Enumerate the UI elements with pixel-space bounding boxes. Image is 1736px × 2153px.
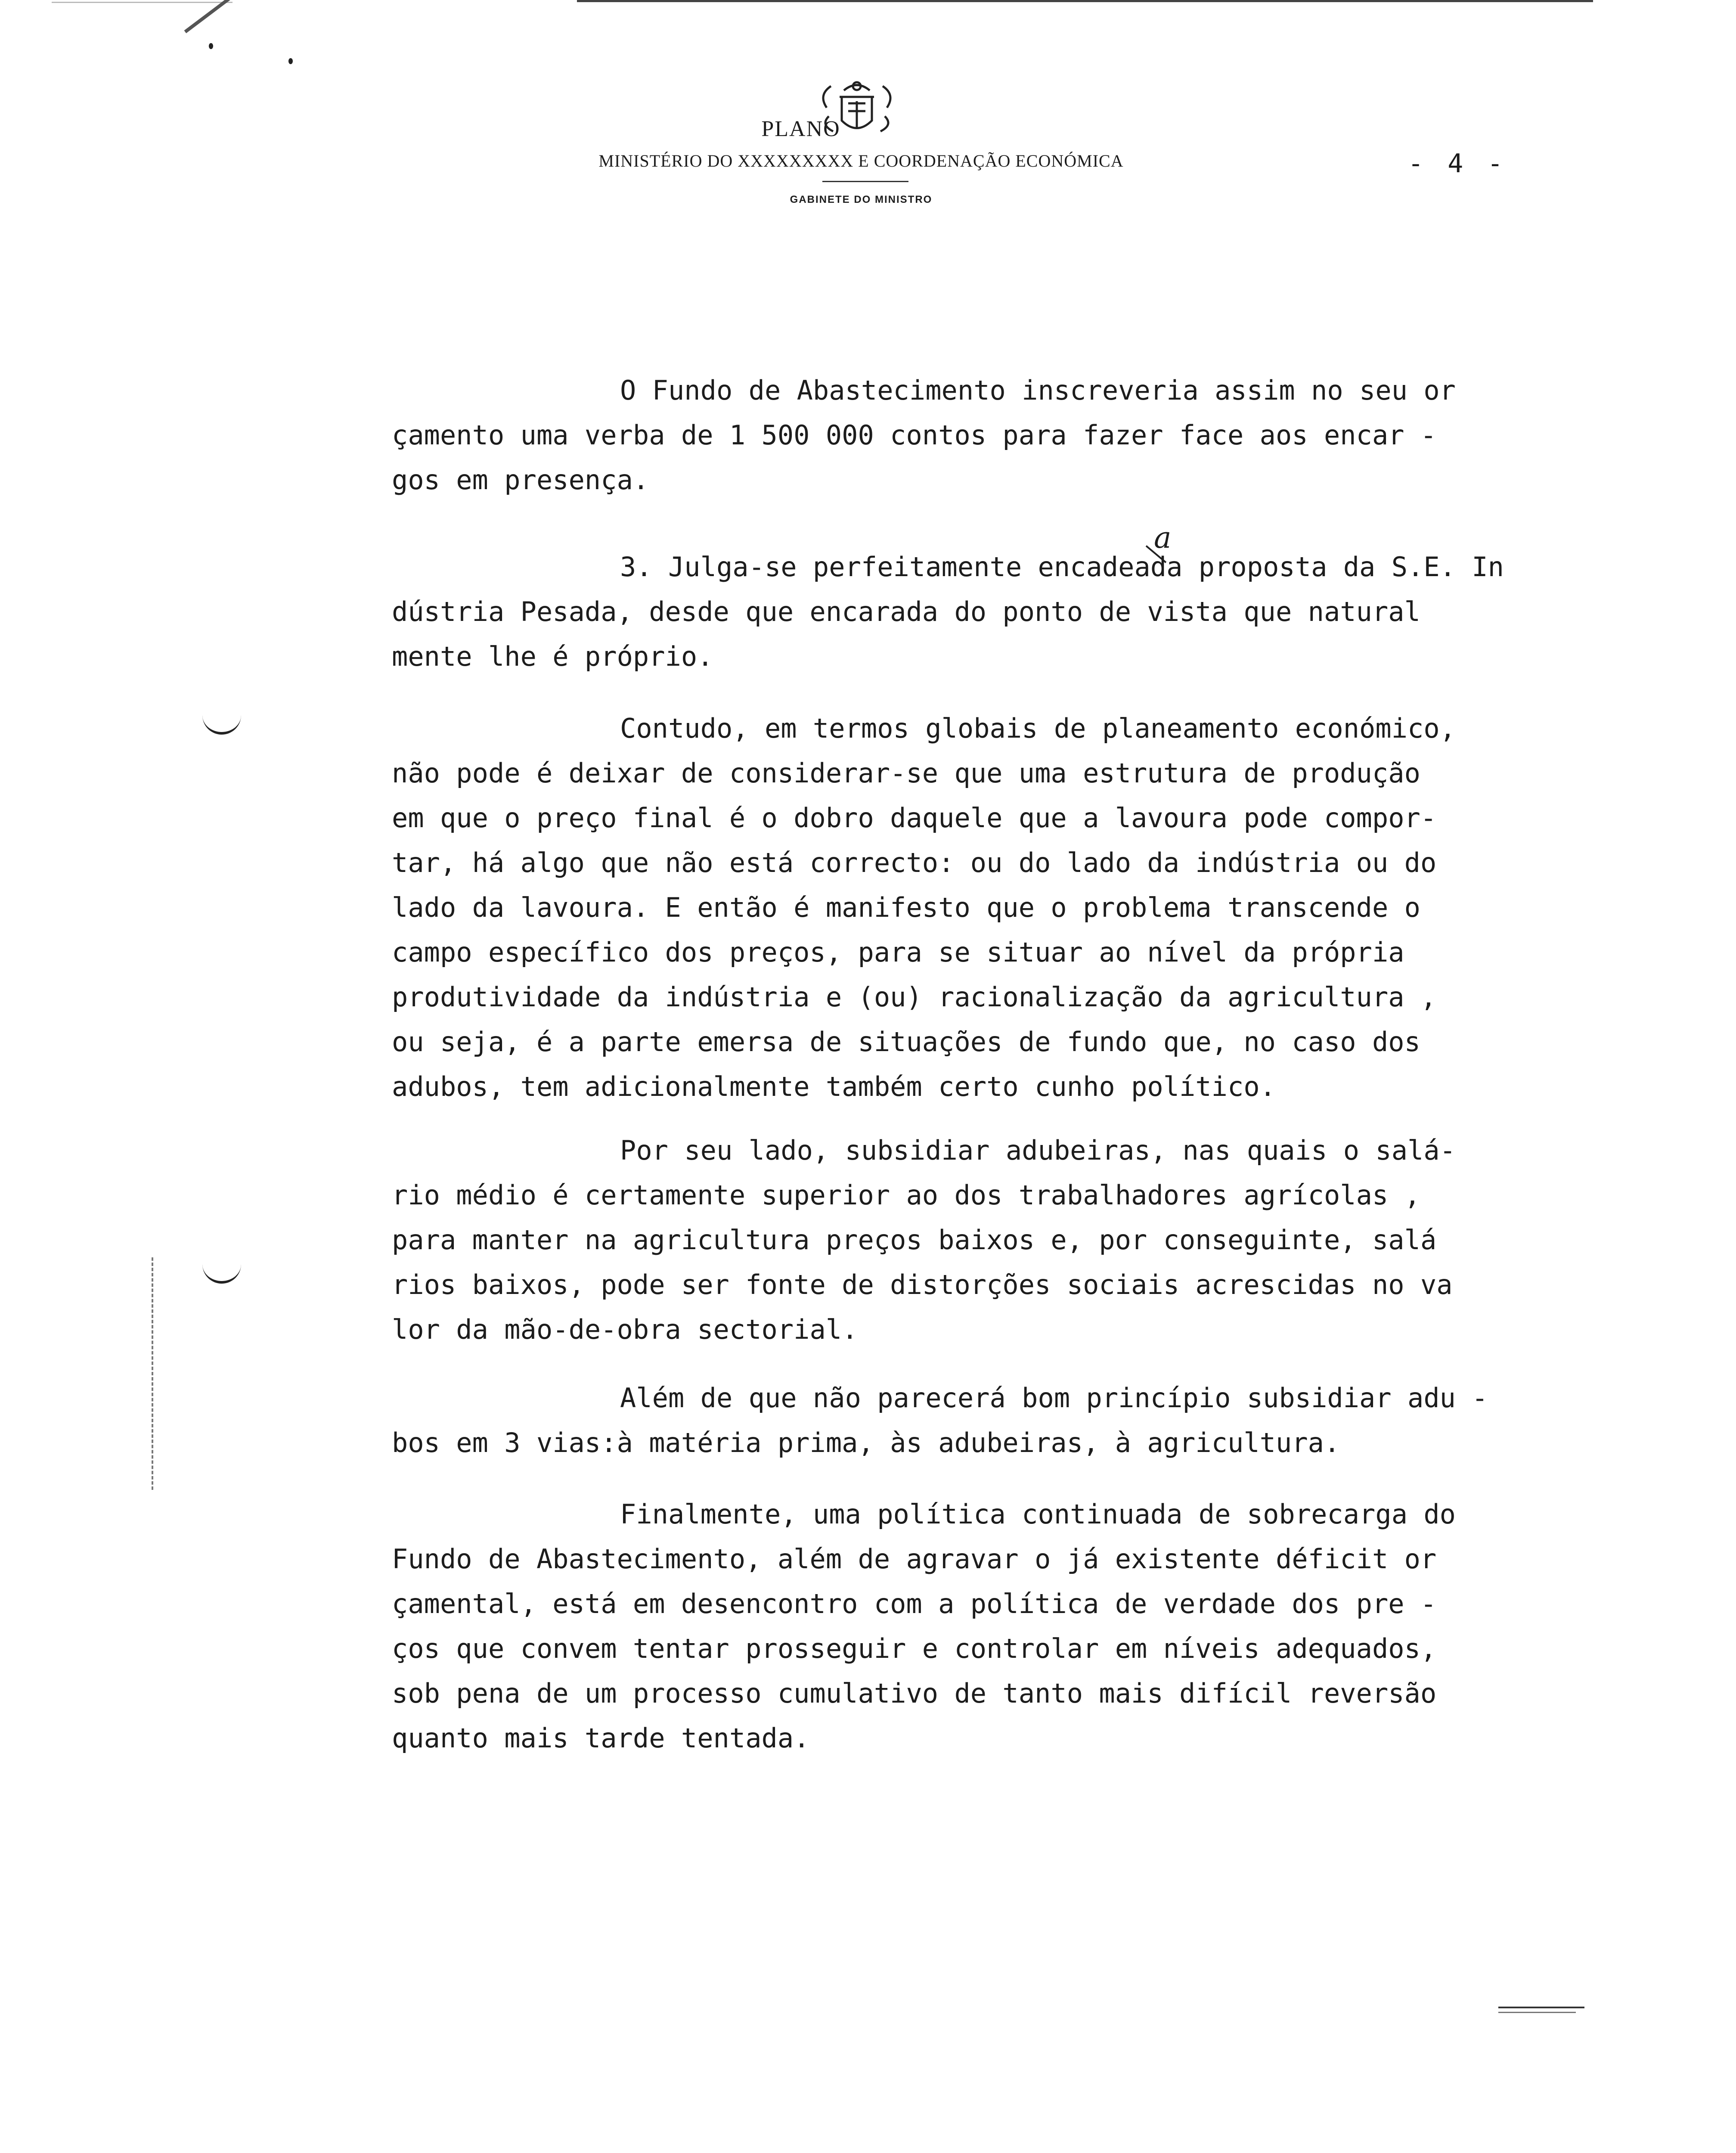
scan-artifact-line bbox=[1498, 2012, 1576, 2013]
scan-artifact-line bbox=[1498, 2007, 1584, 2008]
text-line: lor da mão-de-obra sectorial. bbox=[392, 1314, 858, 1345]
text-line: rio médio é certamente superior ao dos trabalhadores agrícolas , bbox=[392, 1179, 1420, 1211]
text-line: lado da lavoura. E então é manifesto que o problema transcende o bbox=[392, 892, 1420, 923]
text-line: produtividade da indústria e (ou) racionalização da agricultura , bbox=[392, 981, 1437, 1013]
text-line: Fundo de Abastecimento, além de agravar o já existente déficit or bbox=[392, 1543, 1437, 1575]
ink-dot bbox=[209, 43, 213, 49]
text-line: ços que convem tentar prosseguir e controlar em níveis adequados, bbox=[392, 1633, 1437, 1664]
text-line: çamental, está em desencontro com a política de verdade dos pre - bbox=[392, 1588, 1437, 1619]
text-line: quanto mais tarde tentada. bbox=[392, 1722, 810, 1754]
text-line: mente lhe é próprio. bbox=[392, 641, 713, 672]
letterhead-divider bbox=[822, 181, 908, 182]
text-line: em que o preço final é o dobro daquele que a lavoura pode compor- bbox=[392, 802, 1437, 834]
pen-stroke-mark bbox=[184, 0, 276, 33]
ink-dot bbox=[288, 58, 293, 64]
text-line: 3. Julga-se perfeitamente encadeada proposta da S.E. In bbox=[620, 551, 1504, 583]
letterhead-ministry: MINISTÉRIO DO XXXXXXXXX E COORDENAÇÃO ECONÓMICA bbox=[598, 151, 1124, 171]
paragraph-2 bbox=[392, 545, 1533, 679]
page-number: - 4 - bbox=[1408, 149, 1507, 179]
text-line: Além de que não parecerá bom princípio subsidiar adu - bbox=[620, 1382, 1488, 1414]
text-line: bos em 3 vias:à matéria prima, às adubeiras, à agricultura. bbox=[392, 1427, 1340, 1458]
text-line: rios baixos, pode ser fonte de distorções sociais acrescidas no va bbox=[392, 1269, 1453, 1300]
paragraph-1 bbox=[392, 368, 1533, 503]
text-line: ou seja, é a parte emersa de situações de fundo que, no caso dos bbox=[392, 1026, 1420, 1058]
paragraph-3 bbox=[392, 706, 1533, 1109]
text-line: sob pena de um processo cumulativo de tanto mais difícil reversão bbox=[392, 1678, 1437, 1709]
text-line: Finalmente, uma política continuada de sobrecarga do bbox=[620, 1498, 1456, 1530]
paragraph-5 bbox=[392, 1376, 1533, 1465]
text-line: Por seu lado, subsidiar adubeiras, nas quais o salá- bbox=[620, 1135, 1456, 1166]
text-line: gos em presença. bbox=[392, 464, 649, 496]
top-border-line-left bbox=[52, 2, 232, 3]
text-line: Contudo, em termos globais de planeamento económico, bbox=[620, 713, 1456, 744]
text-line: çamento uma verba de 1 500 000 contos para fazer face aos encar - bbox=[392, 419, 1437, 451]
text-line: adubos, tem adicionalmente também certo cunho político. bbox=[392, 1071, 1276, 1102]
text-line: não pode é deixar de considerar-se que uma estrutura de produção bbox=[392, 757, 1420, 789]
margin-pen-mark bbox=[202, 1264, 241, 1284]
text-line: O Fundo de Abastecimento inscreveria assim no seu or bbox=[620, 375, 1456, 406]
letterhead-office: GABINETE DO MINISTRO bbox=[790, 194, 933, 205]
letterhead-plano: PLANO bbox=[761, 117, 840, 141]
margin-dashed-line bbox=[152, 1257, 155, 1490]
handwritten-correction: a bbox=[1154, 521, 1172, 555]
paragraph-6 bbox=[392, 1492, 1533, 1761]
margin-pen-mark bbox=[202, 715, 241, 735]
paragraph-4 bbox=[392, 1128, 1533, 1352]
text-line: tar, há algo que não está correcto: ou do lado da indústria ou do bbox=[392, 847, 1437, 878]
text-line: para manter na agricultura preços baixos e, por conseguinte, salá bbox=[392, 1224, 1437, 1256]
text-line: dústria Pesada, desde que encarada do ponto de vista que natural bbox=[392, 596, 1420, 627]
text-line: campo específico dos preços, para se situar ao nível da própria bbox=[392, 937, 1404, 968]
top-border-line bbox=[577, 0, 1593, 2]
